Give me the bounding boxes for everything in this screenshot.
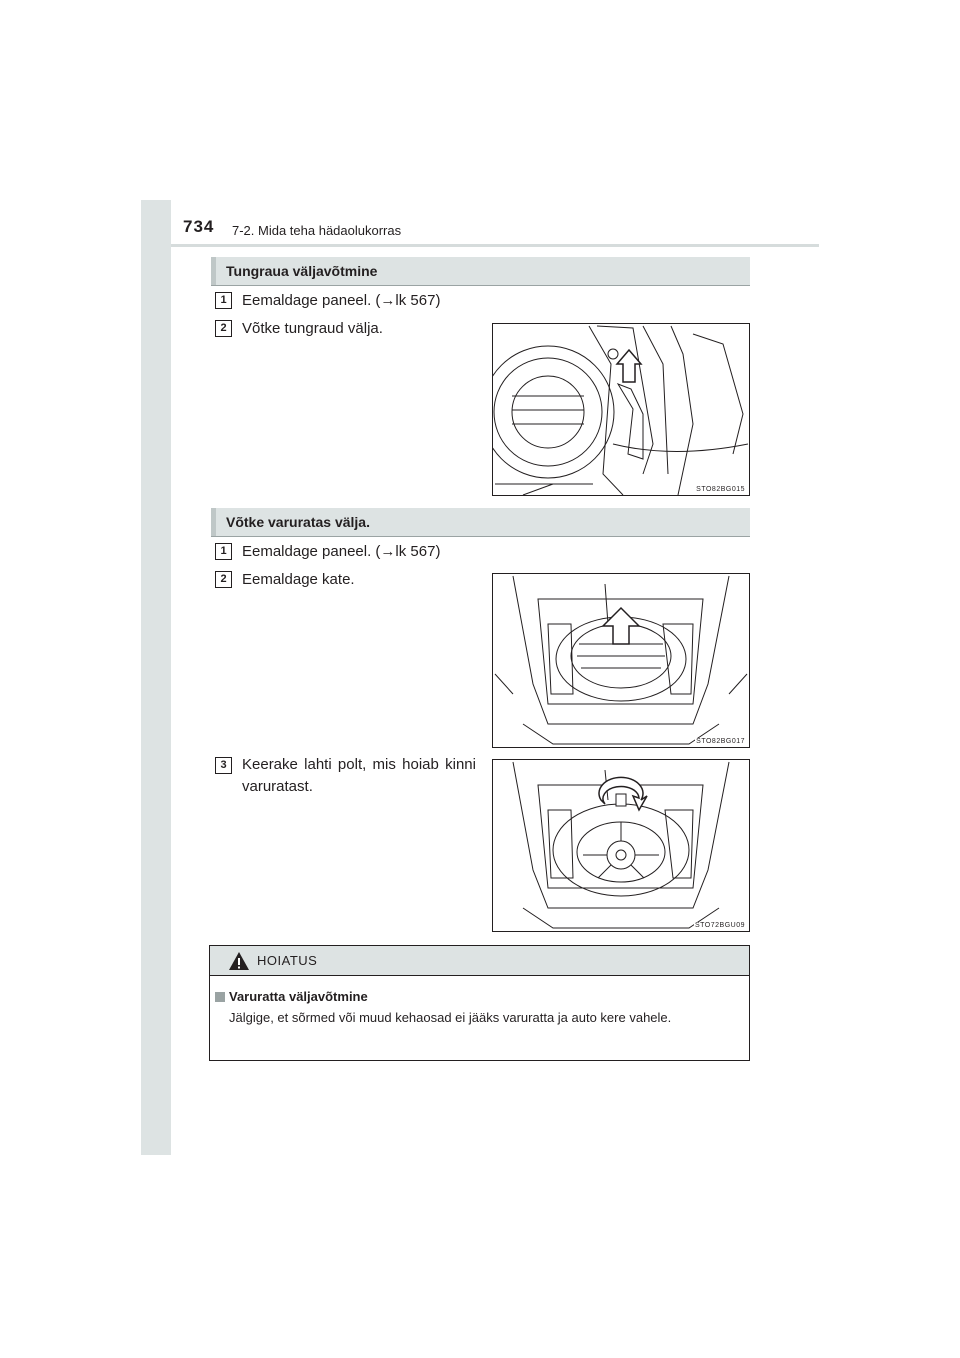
page-number: 734 xyxy=(183,217,215,236)
chapter-title: 7-2. Mida teha hädaolukorras xyxy=(232,223,402,238)
bullet-square-icon xyxy=(215,992,225,1002)
step-number: 2 xyxy=(215,320,232,337)
step-number: 2 xyxy=(215,571,232,588)
section-title: Tungraua väljavõtmine xyxy=(226,263,378,279)
step-text: Eemaldage paneel. (→lk 567) xyxy=(242,292,441,309)
header-rule xyxy=(171,244,819,247)
figure-code: STO82BG017 xyxy=(696,738,745,745)
step-number: 3 xyxy=(215,757,232,774)
step-text: Keerake lahti polt, mis hoiab kinni varuratast. xyxy=(242,756,476,795)
figure-cover-removal xyxy=(492,573,750,748)
figure-jack-removal xyxy=(492,323,750,496)
side-tab-bar xyxy=(141,200,171,1155)
warning-box xyxy=(209,945,750,1061)
figure-illustration xyxy=(493,324,749,495)
warning-subtitle: Varuratta väljavõtmine xyxy=(229,989,368,1004)
section-rule xyxy=(211,285,750,286)
step-number: 1 xyxy=(215,292,232,309)
up-arrow-icon xyxy=(603,608,639,644)
step-text: Eemaldage paneel. (→lk 567) xyxy=(242,543,441,560)
step-text: Võtke tungraud välja. xyxy=(242,320,383,337)
section-rule xyxy=(211,536,750,537)
figure-illustration xyxy=(493,760,749,931)
section-heading-spare-tire xyxy=(211,508,750,536)
figure-code: STO82BG015 xyxy=(696,486,745,493)
figure-bolt-loosen xyxy=(492,759,750,932)
warning-triangle-icon xyxy=(228,951,250,971)
figure-illustration xyxy=(493,574,749,747)
step-number: 1 xyxy=(215,543,232,560)
step-text: Eemaldage kate. xyxy=(242,571,355,588)
warning-text: Jälgige, et sõrmed või muud kehaosad ei jääks varuratta ja auto kere vahele. xyxy=(229,1010,672,1025)
figure-code: STO72BGU09 xyxy=(694,922,745,929)
warning-header xyxy=(210,946,749,976)
warning-title: HOIATUS xyxy=(257,953,318,968)
section-heading-jack xyxy=(211,257,750,285)
section-title: Võtke varuratas välja. xyxy=(226,514,370,530)
